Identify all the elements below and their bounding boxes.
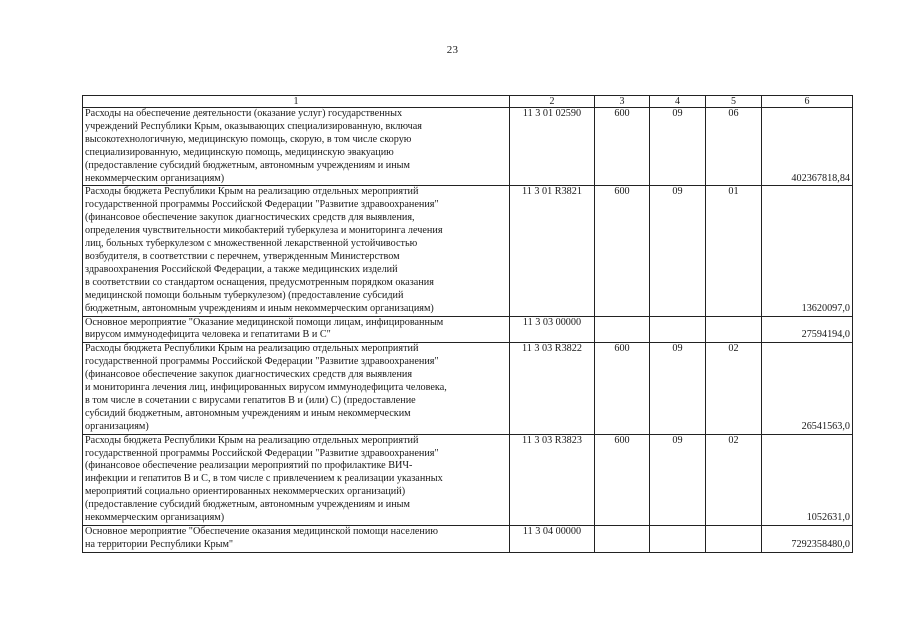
row-col3: 600 (595, 186, 650, 316)
row-col5 (706, 526, 762, 553)
row-amount: 402367818,84 (762, 108, 853, 186)
table-header-row (83, 96, 853, 108)
row-col3: 600 (595, 434, 650, 525)
row-col3: 600 (595, 343, 650, 434)
row-amount: 26541563,0 (762, 343, 853, 434)
header-cell-2: 2 (510, 96, 595, 108)
row-description: Расходы бюджета Республики Крым на реализацию отдельных мероприятий государственной программы Российской Федерации "Развитие здравоохранения" (финансовое обеспечение закупок диагностических средств для выявления, определения чувствительности микобактерий туберкулеза и мониторинга лечения лиц, больных туберкулезом с множественной лекарственной устойчивостью возбудителя, в соответствии с перечнем, утвержденным Министерством здравоохранения Российской Федерации, а также медицинских изделий в соответствии со стандартом оснащения, предусмотренным порядком оказания медицинской помощи больным туберкулезом) (предоставление субсидий бюджетным, автономным учреждениям и иным некоммерческим организациям) (83, 186, 510, 316)
row-col4 (650, 316, 706, 343)
row-col3 (595, 526, 650, 553)
row-col3 (595, 316, 650, 343)
row-col4: 09 (650, 108, 706, 186)
row-code: 11 3 03 R3823 (510, 434, 595, 525)
table-row (83, 316, 853, 343)
table-row (83, 526, 853, 553)
row-amount: 1052631,0 (762, 434, 853, 525)
row-description: Расходы на обеспечение деятельности (оказание услуг) государственных учреждений Республики Крым, оказывающих специализированную, включая высокотехнологичную, медицинскую помощь, скорую, в том числе скорую специализированную, медицинскую помощь, медицинскую эвакуацию (предоставление субсидий бюджетным, автономным учреждениям и иным некоммерческим организациям) (83, 108, 510, 186)
row-col3: 600 (595, 108, 650, 186)
row-amount: 7292358480,0 (762, 526, 853, 553)
table-row (83, 343, 853, 434)
header-cell-3: 3 (595, 96, 650, 108)
row-code: 11 3 03 R3822 (510, 343, 595, 434)
row-col5: 01 (706, 186, 762, 316)
row-description: Основное мероприятие "Оказание медицинской помощи лицам, инфицированным вирусом иммунодефицита человека и гепатитами В и С" (83, 316, 510, 343)
row-col5: 02 (706, 343, 762, 434)
page-number: 23 (446, 44, 459, 56)
row-col4 (650, 526, 706, 553)
budget-table (82, 95, 853, 553)
row-code: 11 3 01 02590 (510, 108, 595, 186)
row-code: 11 3 03 00000 (510, 316, 595, 343)
row-description: Основное мероприятие "Обеспечение оказания медицинской помощи населению на территории Республики Крым" (83, 526, 510, 553)
header-cell-6: 6 (762, 96, 853, 108)
table-row (83, 434, 853, 525)
row-code: 11 3 01 R3821 (510, 186, 595, 316)
table-row (83, 108, 853, 186)
row-col5: 02 (706, 434, 762, 525)
header-cell-1: 1 (83, 96, 510, 108)
row-col5 (706, 316, 762, 343)
header-cell-5: 5 (706, 96, 762, 108)
row-col4: 09 (650, 343, 706, 434)
row-col4: 09 (650, 434, 706, 525)
row-code: 11 3 04 00000 (510, 526, 595, 553)
row-amount: 13620097,0 (762, 186, 853, 316)
row-amount: 27594194,0 (762, 316, 853, 343)
table-row (83, 186, 853, 316)
row-col5: 06 (706, 108, 762, 186)
row-description: Расходы бюджета Республики Крым на реализацию отдельных мероприятий государственной программы Российской Федерации "Развитие здравоохранения" (финансовое обеспечение реализации мероприятий по профилактике ВИЧ- инфекции и гепатитов В и С, в том числе с привлечением к реализации указанных мероприятий социально ориентированных некоммерческих организаций) (предоставление субсидий бюджетным, автономным учреждениям и иным некоммерческим организациям) (83, 434, 510, 525)
header-cell-4: 4 (650, 96, 706, 108)
row-description: Расходы бюджета Республики Крым на реализацию отдельных мероприятий государственной программы Российской Федерации "Развитие здравоохранения" (финансовое обеспечение закупок диагностических средств для выявления и мониторинга лечения лиц, инфицированных вирусом иммунодефицита человека, в том числе в сочетании с вирусами гепатитов В и (или) С) (предоставление субсидий бюджетным, автономным учреждениям и иным некоммерческим организациям) (83, 343, 510, 434)
row-col4: 09 (650, 186, 706, 316)
